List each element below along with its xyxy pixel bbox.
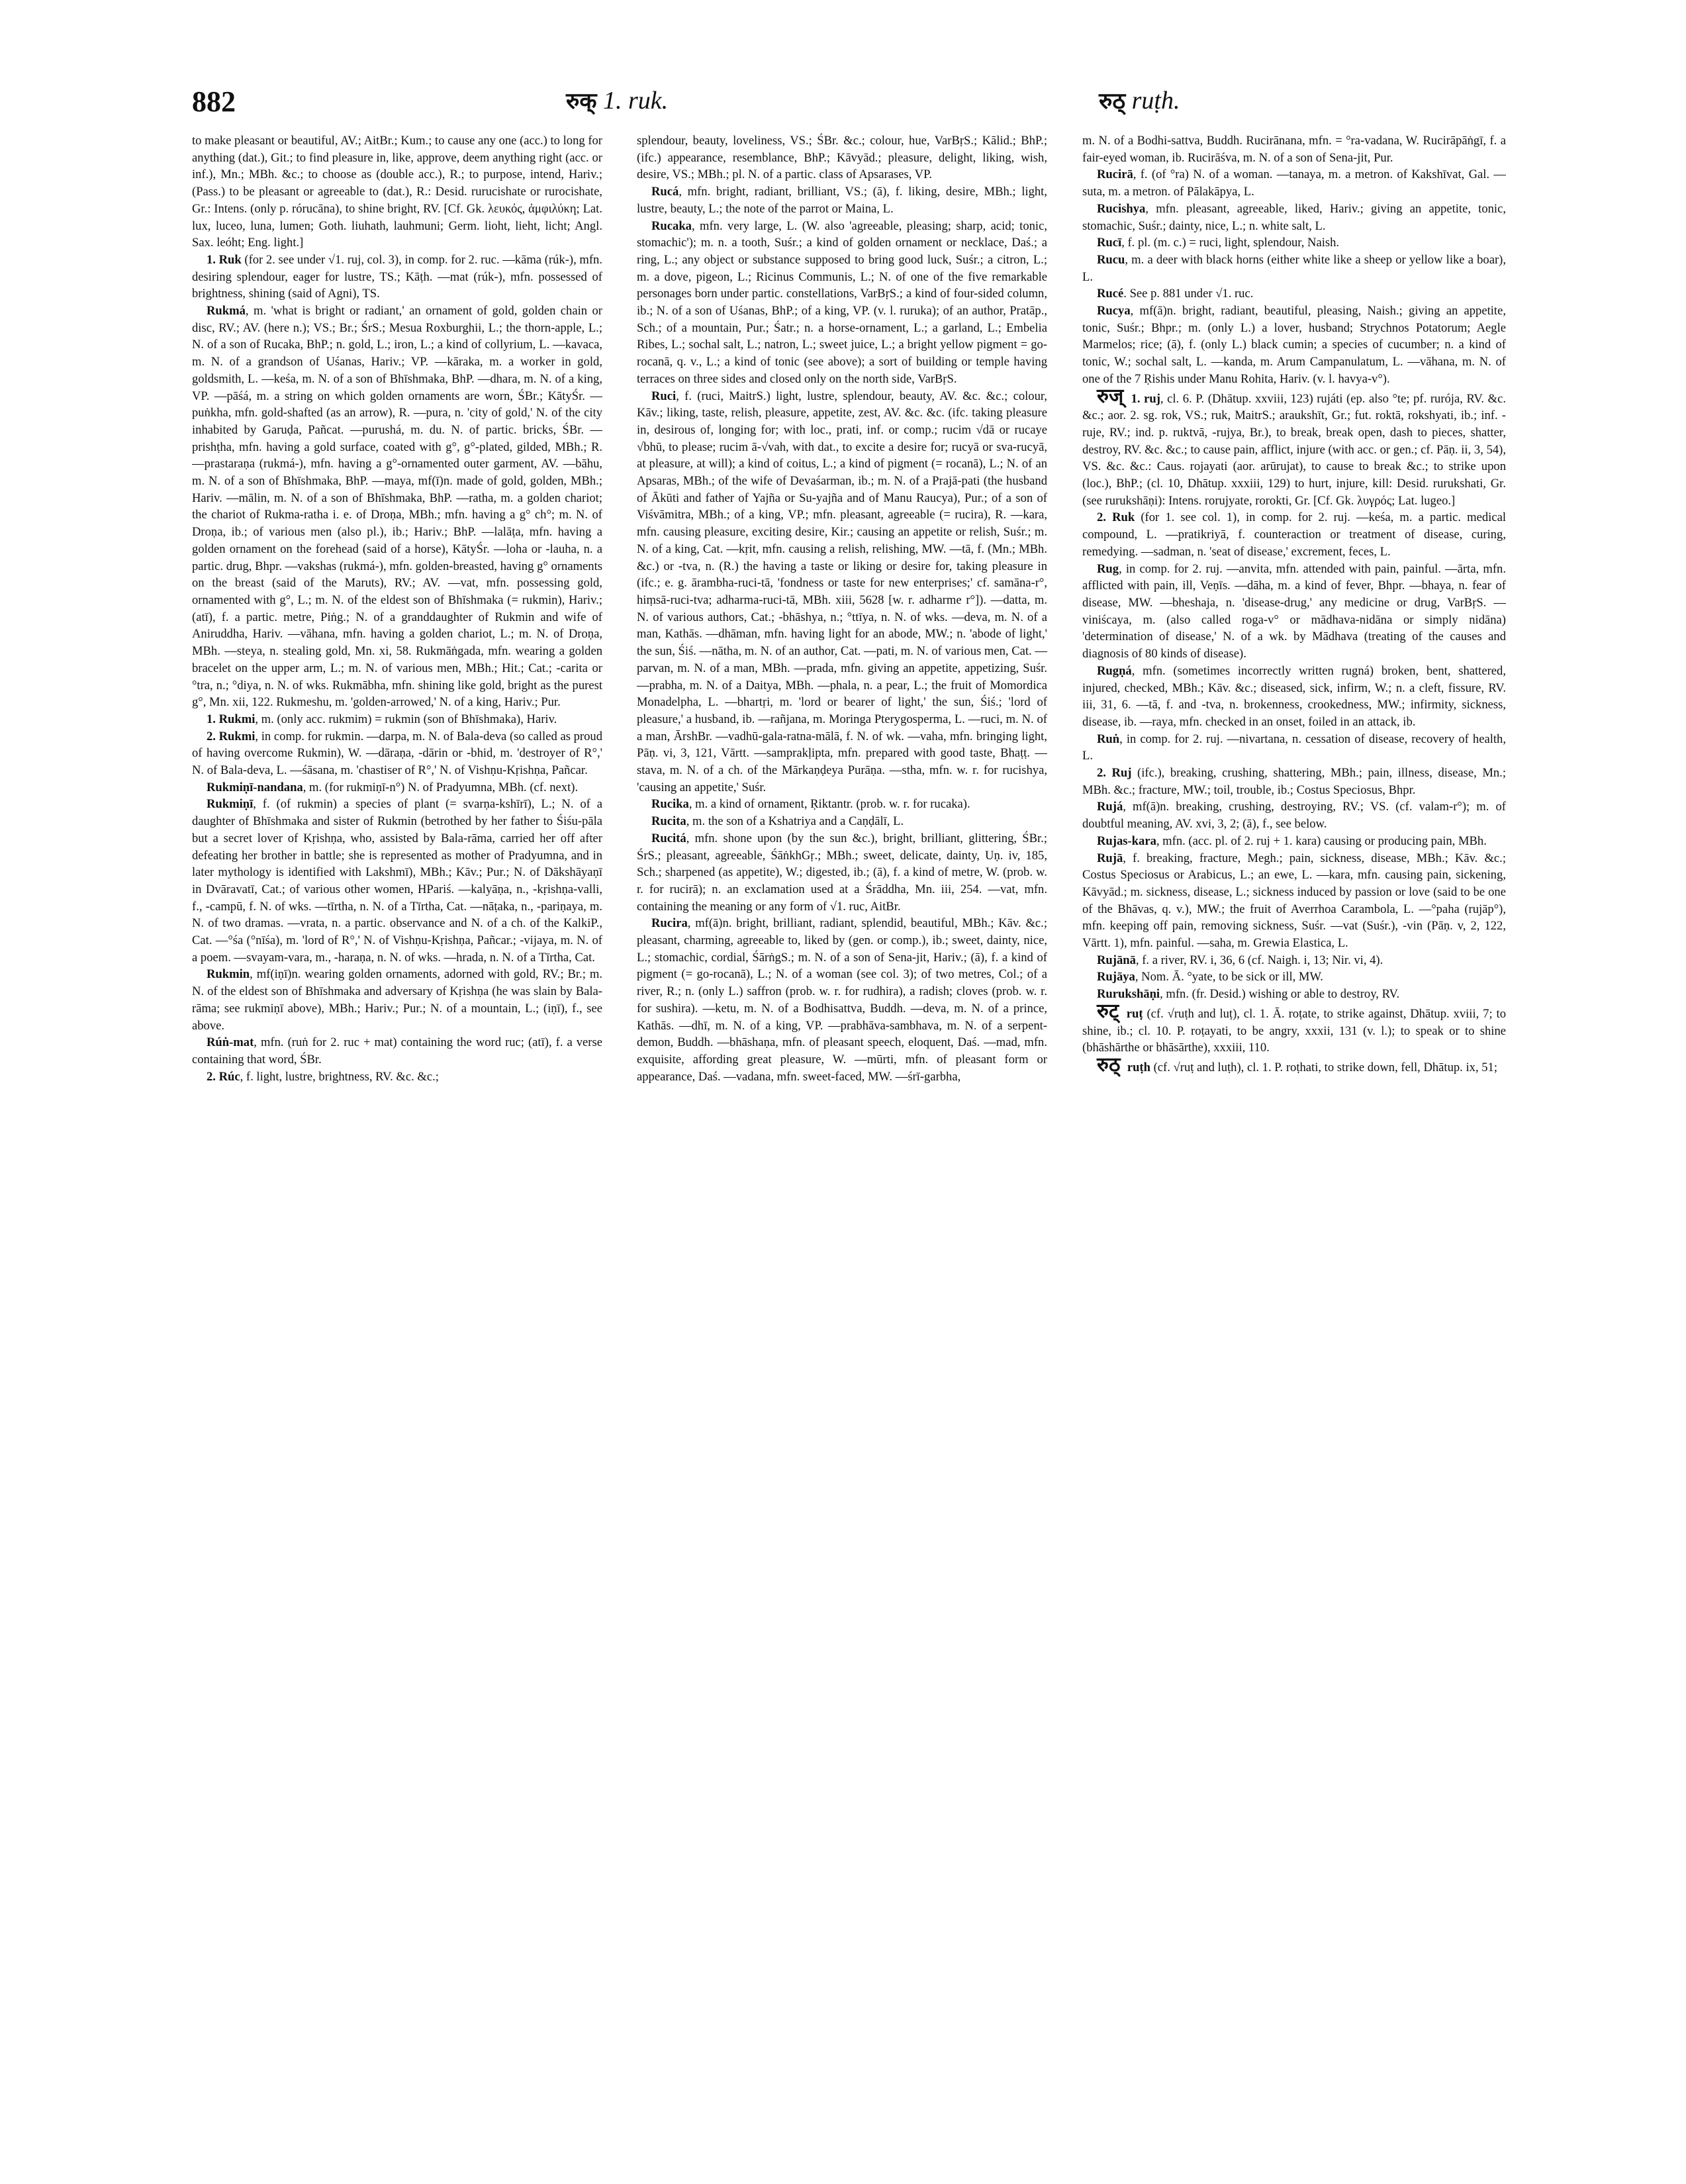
entry-headword: Ruṅ [1097,732,1120,746]
dictionary-entry [637,813,1047,830]
dictionary-entry [1082,384,1506,510]
entry-headword: Rukmá [207,304,246,318]
entry-definition: , m. the son of a Kshatriya and a Caṇḍālī, L. [686,814,904,829]
entry-definition: , mfn. (acc. pl. of 2. ruj + 1. kara) causing or producing pain, MBh. [1156,833,1487,848]
dictionary-entry [192,711,602,728]
entry-definition: , mfn. (ruṅ for 2. ruc + mat) containing the word ruc; (atī), f. a verse containing that word, ŚBr. [192,1035,602,1067]
column-3 [1082,132,1506,2165]
entry-definition: to make pleasant or beautiful, AV.; AitBr.; Kum.; to cause any one (acc.) to long for anything (dat.), Git.; to find pleasure in, like, approve, deem anything right (acc. or inf.), Mn.; MBh. &c.; to choose as (double acc.), R.; to purpose, intend, Hariv.; (Pass.) to be pleasant or agreeable to (dat.), R.: Desid. rurucishate or rurocishate, Gr.: Intens. (only p. rórucāna), to shine bright, RV. [Cf. Gk. λευκός, ἀμφιλύκη; Lat. lux, luceo, luna, lumen; Goth. liuhath, lauhmuni; Germ. lioht, lieht, licht; Angl. Sax. leóht; Eng. light.] [192,134,602,250]
dictionary-entry [1082,561,1506,663]
entry-headword: Rucya [1097,304,1131,318]
entry-headword: 2. Ruk [1097,510,1135,525]
dictionary-entry [1082,731,1506,765]
dictionary-entry [1082,850,1506,952]
entry-headword: Rucé [1097,287,1124,301]
entry-devanagari: रुज् [1097,384,1131,408]
dictionary-entry [1082,765,1506,798]
entry-definition: , mfn. very large, L. (W. also 'agreeable, pleasing; sharp, acid; tonic, stomachic'); m. n. a tooth, Suśr.; a kind of golden ornament or necklace, Daś.; a ring, L.; any object or substance supposed to bring good luck, Suśr.; a citron, L.; m. a dove, pigeon, L.; Ricinus Communis, L.; N. of one of the five remarkable personages born under partic. constellations, VarBṛS.; a kind of four-sided column, ib.; N. of a son of Uśanas, BhP.; of a king, VP. (v. l. ruruka); of an author, Pratāp., Sch.; of a mountain, Pur.; Śatr.; n. a horse-ornament, L.; a garland, L.; Embelia Ribes, L.; sochal salt, L.; natron, L.; sweet juice, L.; a bright yellow pigment = go-rocanā, q. v., L.; a kind of tonic (see above); a sort of building or temple having terraces on three sides and closed only on the north side, VarBṛS. [637,218,1047,386]
column-1 [192,132,602,2165]
entry-definition: , m. 'what is bright or radiant,' an ornament of gold, golden chain or disc, RV.; AV. (here n.); VS.; Br.; ŚrS.; Mesua Roxburghii, L.; the thorn-apple, L.; N. of a son of Rucaka, BhP.; n. gold, L.; iron, L.; a kind of collyrium, L. —kavaca, m. N. of a grandson of Uśanas, Hariv.; VP. —kāraka, m. a worker in gold, goldsmith, L. —keśa, m. N. of a son of Bhīshmaka, BhP. —dhara, m. N. of a king, VP. —pāśá, m. a string on which golden ornaments are worn, ŚBr.; KātyŚr. —puṅkha, mfn. gold-shafted (as an arrow), R. —pura, n. 'city of gold,' N. of the city inhabited by Garuḍa, Pañcat. —purushá, m. du. N. of partic. bricks, ŚBr. —prishṭha, mfn. having a gold surface, coated with g°, g°-plated, gilded, MBh.; R. —prastaraṇa (rukmá-), mfn. having a g°-ornamented outer garment, AV. —bāhu, m. N. of a son of Bhīshmaka, BhP. —maya, mf(ī)n. made of gold, golden, MBh.; Hariv. —mālin, m. N. of a son of Bhīshmaka, BhP. —ratha, m. a golden chariot; the chariot of Rukma-ratha i. e. of Droṇa, MBh.; mfn. having a g° ch°; m. N. of Droṇa, ib.; of various men (also pl.), ib.; Hariv.; BhP. —lalāṭa, mfn. having a golden ornament on the forehead (said of a horse), KātyŚr. —loha or -lauha, n. a partic. drug, Bhpr. —vakshas (rukmá-), mfn. golden-breasted, having g° ornaments on the breast (said of the Maruts), RV.; AV. —vat, mfn. possessing gold, ornamented with g°, L.; m. N. of the eldest son of Bhīshmaka (= rukmin), Hariv.; (atī), f. a partic. metre, Piṅg.; N. of a granddaughter of Rukmin and wife of Aniruddha, Hariv. —vāhana, mfn. having a golden chariot, L.; m. N. of Droṇa, MBh. —steya, n. stealing gold, Mn. xi, 58. Rukmāṅgada, mfn. wearing a golden bracelet on the upper arm, L.; m. N. of various men, MBh.; Hit.; Cat.; -carita or °tra, n.; °diya, n. N. of wks. Rukmābha, mfn. shining like gold, bright as the purest g°, Mn. xii, 122. Rukmeshu, m. 'golden-arrowed,' N. of a king, Hariv.; Pur. [192,304,602,710]
entry-definition: , f. (of °ra) N. of a woman. —tanaya, m. a metron. of Kakshīvat, Gal. —suta, m. a metron. of Pālakāpya, L. [1082,167,1506,199]
entry-headword: Rucika [651,797,689,812]
entry-headword: 1. ruj [1131,391,1160,406]
entry-definition: (for 1. see col. 1), in comp. for 2. ruj. —keśa, m. a partic. medical compound, L. —pratikriyā, f. counteraction or treatment of disease, curing, remedying. —sadman, n. 'seat of disease,' excrement, feces, L. [1082,510,1506,559]
dictionary-entry [192,303,602,711]
entry-headword: Rucu [1097,252,1125,267]
entry-headword: Rug [1097,561,1119,576]
entry-definition: (cf. √ruṭ and luṭh), cl. 1. P. roṭhati, to strike down, fell, Dhātup. ix, 51; [1150,1060,1497,1074]
entry-definition: , mfn. (sometimes incorrectly written rugná) broken, bent, shattered, injured, checked, MBh.; Kāv. &c.; diseased, sick, infirm, W.; n. a cleft, fissure, RV. iii, 31, 6. —tā, f. and -tva, n. brokenness, crookedness, MW.; infirmity, sickness, disease, ib. —raya, mfn. checked in an onset, foiled in an attack, ib. [1082,663,1506,729]
entry-headword: Rukmiṇī [207,797,254,812]
dictionary-entry [1082,952,1506,969]
entry-headword: Rujānā [1097,953,1136,967]
running-head-left-text: 1. ruk. [602,87,669,115]
entry-definition: , mf(ā)n. breaking, crushing, destroying, RV.; VS. (cf. valam-r°); m. of doubtful meaning, AV. xvi, 3, 2; (ā), f., see below. [1082,800,1506,831]
entry-headword: Rucirā [1097,167,1133,182]
dictionary-entry [1082,303,1506,388]
entry-definition: , mfn. shone upon (by the sun &c.), bright, brilliant, glittering, ŚBr.; ŚrS.; pleasant, agreeable, ŚāṅkhGṛ.; MBh.; sweet, delicate, dainty, Uṇ. iv, 185, Sch.; sharpened (as appetite), W.; digested, ib.; (ā), f. a kind of metre, W. (prob. w. r. for rucirā); n. an exclamation used at a Śrāddha, Mn. iii, 254. —vat, mfn. containing the meaning or any form of √1. ruc, AitBr. [637,831,1047,914]
dictionary-entry [637,796,1047,813]
dictionary-entry [192,1068,602,1086]
entry-headword: Rucī [1097,236,1122,250]
dictionary-entry [1082,234,1506,252]
dictionary-entry [192,728,602,779]
dictionary-entry [637,915,1047,1085]
entry-devanagari: रुठ् [1097,1053,1127,1076]
dictionary-entry [192,796,602,966]
entry-definition: splendour, beauty, loveliness, VS.; ŚBr. &c.; colour, hue, VarBṛS.; Kālid.; BhP.; (ifc.) appearance, resemblance, BhP.; Kāvyād.; pleasure, delight, liking, wish, desire, VS.; MBh.; pl. N. of a partic. class of Apsarases, VP. [637,134,1047,182]
entry-headword: Rujāya [1097,970,1135,984]
dictionary-entry [1082,132,1506,166]
dictionary-entry [1082,509,1506,560]
dictionary-entry [1082,798,1506,832]
dictionary-entry [1082,166,1506,200]
entry-headword: Rujā [1097,851,1123,865]
entry-definition: , in comp. for rukmin. —darpa, m. N. of Bala-deva (so called as proud of having overcome Rukmin), W. —dāraṇa, -dārin or -bhid, m. 'destroyer of R°,' N. of Bala-deva, L. —śāsana, m. 'chastiser of R°,' N. of Vishṇu-Kṛishṇa, Pañcar. [192,729,602,778]
entry-definition: , m. a kind of ornament, Ṛiktantr. (prob. w. r. for rucaka). [688,797,970,812]
dictionary-entry [192,966,602,1034]
dictionary-entry [1082,999,1506,1057]
dictionary-entry [637,183,1047,217]
dictionary-entry [192,252,602,303]
dictionary-entry [1082,663,1506,731]
dictionary-entry [192,779,602,796]
entry-headword: Ruci [651,389,677,403]
entry-definition: , mfn. bright, radiant, brilliant, VS.; (ā), f. liking, desire, MBh.; light, lustre, beauty, L.; the note of the parrot or Maina, L. [637,185,1047,216]
dictionary-entry [1082,986,1506,1003]
page-header [192,85,1476,124]
entry-definition: . See p. 881 under √1. ruc. [1123,287,1254,301]
entry-headword: Rukmin [207,967,250,982]
entry-definition: m. N. of a Bodhi-sattva, Buddh. Rucirānana, mfn. = °ra-vadana, W. Rucirāpāṅgī, f. a fair-eyed woman, ib. Rucirāśva, m. N. of a son of Sena-jit, Pur. [1082,134,1506,165]
entry-definition: , mfn. (fr. Desid.) wishing or able to destroy, RV. [1160,987,1400,1002]
entry-definition: , f. pl. (m. c.) = ruci, light, splendour, Naish. [1121,236,1340,250]
entry-headword: Rurukshāṇi [1097,987,1160,1002]
entry-definition: , f. (ruci, MaitrS.) light, lustre, splendour, beauty, AV. &c. &c.; colour, Kāv.; liking, taste, relish, pleasure, appetite, zest, AV. &c. &c. (ifc. taking pleasure in, desirous of, longing for; with loc., prati, inf. or comp.; rucim √dā or rucaye √bhū, to please; rucim ā-√vah, with dat., to excite a desire for; rucyā or sva-rucyā, at pleasure, at will); a kind of coitus, L.; a kind of pigment (= rocanā), L.; N. of an Apsaras, MBh.; of the wife of Devaśarman, ib.; m. N. of a Prajā-pati (the husband of Ākūti and father of Yajña or Su-yajña and of Manu Raucya), Pur.; of a son of Viśvāmitra, MBh.; of a king, VP.; mfn. pleasant, agreeable (= rucira), R. —kara, mfn. causing pleasure, exciting desire, Kir.; causing an appetite or relish, Suśr.; m. N. of a king, Cat. —kṛit, mfn. causing a relish, relishing, MW. —tā, f. (Mn.; MBh. &c.) or -tva, n. (R.) the having a taste or liking or desire for, taking pleasure in (ifc.; e. g. ārambha-ruci-tā, 'fondness or taste for new enterprises;' cf. samāna-r°, hiṃsā-ruci-tva; adharma-ruci-tā, MBh. xiii, 5628 [w. r. adharme r°]). —datta, m. N. of various authors, Cat.; -bhāshya, n.; °ttīya, n. N. of wks. —deva, m. N. of a man, Kathās. —dhāman, mfn. having light for an abode, MW.; n. 'abode of light,' the sun, Śiś. —nātha, m. N. of an author, Cat. —pati, m. N. of various men, Cat. —parvan, m. N. of a man, MBh. —prada, mfn. giving an appetite, appetizing, Suśr. —prabha, m. N. of a Daitya, MBh. —phala, n. a pear, L.; the fruit of Momordica Monadelpha, L. —bhartṛi, m. 'lord or bearer of light,' the sun, Śiś.; 'lord of pleasure,' a husband, ib. —rañjana, m. Moringa Pterygosperma, L. —ruci, m. N. of a man, ĀrshBr. —vadhū-gala-ratna-mālā, f. N. of wk. —vaha, mfn. bringing light, Pāṇ. vi, 3, 121, Vārtt. —samprakḷipta, mfn. prepared with good taste, Bhaṭṭ. —stava, m. N. of a ch. of the Mārkaṇḍeya Purāṇa. —stha, mfn. w. r. for rucishya, 'causing an appetite,' Suśr. [637,389,1047,794]
dictionary-entry [637,218,1047,388]
dictionary-entry [1082,285,1506,303]
entry-definition: , f. breaking, fracture, Megh.; pain, sickness, disease, MBh.; Kāv. &c.; Costus Speciosus or Arabicus, L.; an ewe, L. —kara, mfn. causing pain, sickening, Kāvyād.; m. sickness, disease, L.; sickness induced by passion or love (said to be one of the Bhāvas, q. v.), MW.; the fruit of Averrhoa Carambola, L. —°paha (rujāp°), mfn. keeping off pain, removing sickness, Suśr. —vat (Suśr.), -vin (Pāṇ. v, 2, 122, Vārtt. 1), mfn. painful. —saha, m. Grewia Elastica, L. [1082,851,1506,951]
entry-definition: , Nom. Ā. °yate, to be sick or ill, MW. [1135,970,1323,984]
entry-definition: (cf. √ruṭh and luṭ), cl. 1. Ā. roṭate, to strike against, Dhātup. xviii, 7; to shine, ib.; cl. 10. P. roṭayati, to be angry, xxxii, 131 (v. l.); to speak or to shine (bhāshārthe or bhāsārthe), xxxiii, 110. [1082,1006,1506,1055]
running-head-right-text: ruṭh. [1131,87,1180,115]
dictionary-entry [1082,969,1506,986]
running-head-right [1099,85,1180,115]
entry-definition: , mfn. pleasant, agreeable, liked, Hariv.; giving an appetite, tonic, stomachic, Suśr.; dainty, nice, L.; n. white salt, L. [1082,201,1506,233]
entry-definition: (ifc.), breaking, crushing, shattering, MBh.; pain, illness, disease, Mn.; MBh. &c.; fracture, MW.; toil, trouble, ib.; Costus Speciosus, Bhpr. [1082,766,1506,797]
entry-headword: 2. Rukmi [207,729,256,743]
entry-definition: , f. a river, RV. i, 36, 6 (cf. Naigh. i, 13; Nir. vi, 4). [1135,953,1383,967]
text-columns [192,132,1509,2165]
entry-headword: Rucaka [651,218,692,233]
dictionary-entry [192,1034,602,1068]
entry-definition: , f. (of rukmin) a species of plant (= svarṇa-kshīrī), L.; N. of a daughter of Bhīshmaka and sister of Rukmin (betrothed by her father to Śiśu-pāla but a secret lover of Kṛishṇa, who, assisted by Bala-rāma, carried her off after defeating her brother in battle; she is represented as mother of Pradyumna, and in later mythology is identified with Lakshmī), MBh.; Kāv.; Pur.; N. of Dākshāyaṇī in Dvāravatī, Cat.; of various other women, HPariś. —kalyāṇa, n., -kṛishṇa-valli, f., -campū, f. N. of wks. —tīrtha, n. N. of a Tīrtha, Cat. —nāṭaka, n., -pariṇaya, m. N. of two dramas. —vrata, n. a partic. observance and N. of a ch. of the KalkiP., Cat. —°śa (°nīśa), m. 'lord of R°,' N. of Vishṇu-Kṛishṇa, Pañcar.; -vijaya, m. N. of a poem. —svayam-vara, m., -haraṇa, n. N. of wks. —hrada, n. N. of a Tīrtha, Cat. [192,797,602,965]
entry-headword: Rugṇá [1097,663,1132,678]
entry-definition: , m. (only acc. rukmim) = rukmin (son of Bhīshmaka), Hariv. [255,712,557,726]
running-head-right-devanagari: रुठ् [1099,88,1126,115]
running-head-left [566,85,668,115]
entry-devanagari: रुट् [1097,999,1127,1023]
dictionary-entry [637,132,1047,183]
dictionary-entry [637,388,1047,796]
entry-definition: , m. a deer with black horns (either white like a sheep or yellow like a boar), L. [1082,252,1506,284]
dictionary-entry [192,132,602,252]
entry-headword: Rúṅ-mat [207,1035,254,1050]
dictionary-entry [637,830,1047,916]
entry-headword: 2. Ruj [1097,766,1132,781]
entry-headword: 1. Rukmi [207,712,256,726]
entry-headword: Rucira [651,916,688,931]
entry-headword: Rujas-kara [1097,833,1156,848]
entry-headword: Rucá [651,185,679,199]
column-2 [637,132,1047,2165]
entry-headword: ruṭh [1127,1060,1150,1074]
entry-definition: , in comp. for 2. ruj. —nivartana, n. cessation of disease, recovery of health, L. [1082,732,1506,763]
entry-headword: 1. Ruk [207,252,242,267]
entry-headword: Rucita [651,814,686,829]
entry-definition: , f. light, lustre, brightness, RV. &c. &c.; [240,1069,439,1084]
entry-definition: , mf(ā)n. bright, brilliant, radiant, splendid, beautiful, MBh.; Kāv. &c.; pleasant, charming, agreeable to, liked by (gen. or comp.), ib.; sweet, dainty, nice, L.; stomachic, cordial, ŚārṅgS.; m. N. of a son of Sena-jit, Hariv.; (ā), f. a kind of pigment (= go-rocanā), L.; N. of a woman (see col. 3); of two metres, Col.; of a river, R.; n. (only L.) saffron (prob. w. r. for rudhira), a radish; cloves (prob. w. r. for sushira). —ketu, m. N. of a Bodhisattva, Buddh. —deva, m. N. of a prince, Kathās. —dhī, m. N. of a king, VP. —prabhāva-sambhava, m. N. of a serpent-demon, Buddh. —bhāshaṇa, mfn. of pleasant speech, eloquent, Daś. —mad, mfn. exquisite, affording great pleasure, W. —mūrti, mfn. of pleasant form or appearance, Daś. —vadana, mfn. sweet-faced, MW. —śrī-garbha, [637,916,1047,1084]
running-head-left-devanagari: रुक् [566,88,597,115]
dictionary-entry [1082,833,1506,850]
entry-definition: (for 2. see under √1. ruj, col. 3), in comp. for 2. ruc. —kāma (rúk-), mfn. desiring splendour, eager for lustre, TS.; Kāṭh. —mat (rúk-), mfn. possessed of brightness, shining (said of Agni), TS. [192,252,602,301]
entry-definition: , in comp. for 2. ruj. —anvita, mfn. attended with pain, painful. —ārta, mfn. afflicted with pain, ill, Veṇīs. —dāha, m. a kind of fever, Bhpr. —bhaya, n. fear of disease, MW. —bheshaja, n. 'disease-drug,' any medicine or drug, VarBṛS. —viniścaya, m. (also called roga-v° or mādhava-nidāna or simply nidāna) 'determination of disease,' N. of a wk. by Mādhava (treating of the causes and diagnosis of 80 kinds of disease). [1082,561,1506,661]
entry-headword: Rucishya [1097,201,1146,216]
entry-definition: , m. (for rukmiṇī-n°) N. of Pradyumna, MBh. (cf. next). [303,780,579,794]
page-number: 882 [192,85,236,118]
entry-definition: , cl. 6. P. (Dhātup. xxviii, 123) rujáti (ep. also °te; pf. rurója, RV. &c. &c.; aor. 2. sg. rok, VS.; ruk, MaitrS.; araukshīt, Gr.; fut. roktā, rokshyati, ib.; inf. -ruje, RV.; ind. p. ruktvā, -rujya, Br.), to break, break open, dash to pieces, shatter, destroy, RV. &c. &c.; to cause pain, afflict, injure (with acc. or gen.; cf. Pāṇ. ii, 3, 54), VS. &c. &c.: Caus. rojayati (aor. arūrujat), to cause to break &c.; to strike upon (loc.), BhP.; (cl. 10, Dhātup. xxxiii, 129) to hurt, injure, kill: Desid. rurukshati, Gr. (see rurukshāṇi): Intens. rorujyate, rorokti, Gr. [Cf. Gk. λυγρός; Lat. lugeo.] [1082,391,1506,508]
dictionary-entry [1082,201,1506,234]
dictionary-entry [1082,252,1506,285]
entry-headword: Rujá [1097,800,1123,814]
entry-definition: , mf(iṇī)n. wearing golden ornaments, adorned with gold, RV.; Br.; m. N. of the eldest son of Bhīshmaka and adversary of Kṛishṇa (he was slain by Bala-rāma; see rukmiṇī above), MBh.; Hariv.; Pur.; N. of a mountain, L.; (iṇī), f., see above. [192,967,602,1033]
entry-headword: ruṭ [1126,1006,1143,1021]
entry-headword: 2. Rúc [207,1069,240,1084]
entry-definition: , mf(ā)n. bright, radiant, beautiful, pleasing, Naish.; giving an appetite, tonic, Suśr.; Bhpr.; m. (only L.) a lover, husband; Strychnos Potatorum; Aegle Marmelos; rice; (ā), f. (only L.) black cumin; a species of cucumber; n. a kind of tonic, W.; sochal salt, L. —kanda, m. Arum Campanulatum, L. —vāhana, m. N. of one of the 7 Ṛishis under Manu Rohita, Hariv. (v. l. havya-v°). [1082,304,1506,386]
entry-headword: Rukmiṇī-nandana [207,780,303,794]
entry-headword: Rucitá [651,831,686,845]
dictionary-entry [1082,1053,1506,1076]
